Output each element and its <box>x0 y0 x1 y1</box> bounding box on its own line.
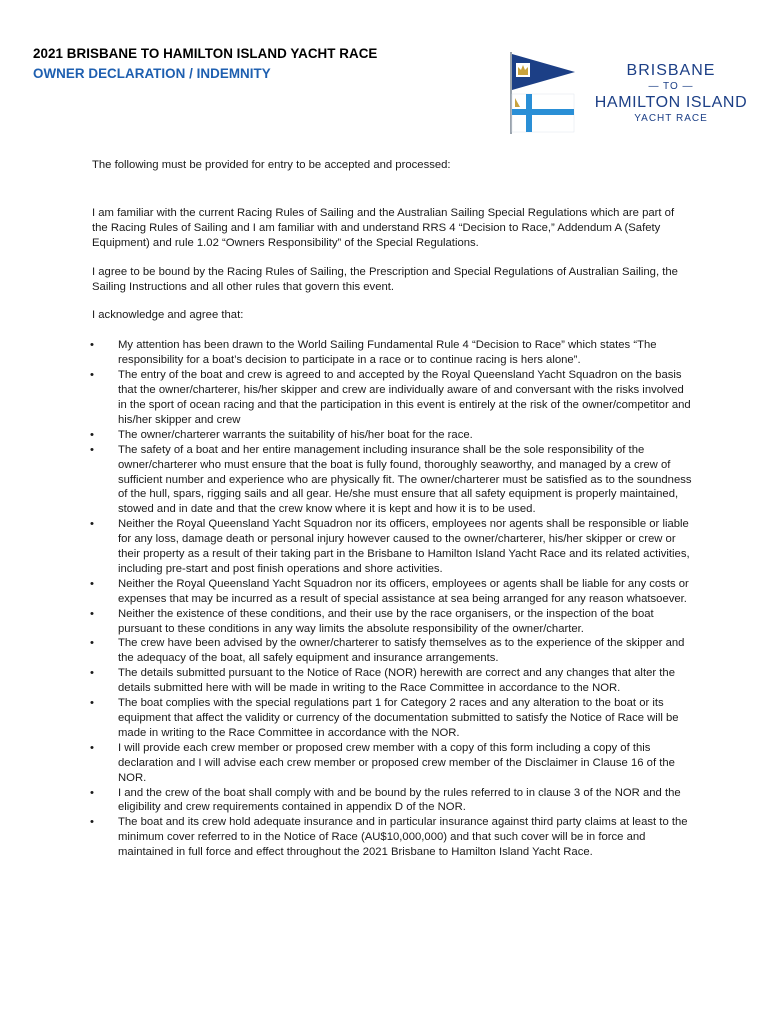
document-title: 2021 BRISBANE TO HAMILTON ISLAND YACHT RACE <box>33 46 378 61</box>
list-item: • I and the crew of the boat shall comply with and be bound by the rules referred to in clause 3 of the NOR and the eligibility and crew requirements contained in appendix D of the NOR. <box>92 786 692 816</box>
list-item: • The boat complies with the special regulations part 1 for Category 2 races and any alteration to the boat or its equipment that affect the validity or currency of the documentation submitted to satisfy the Notice of Race will be made in writing to the Race Committee in accordance with the NOR. <box>92 696 692 741</box>
list-item: • Neither the Royal Queensland Yacht Squadron nor its officers, employees nor agents shall be responsible or liable for any loss, damage death or personal injury however caused to the owner/charterer, his/her skipper or crew or their property as a result of their taking part in the Brisbane to Hamilton Island Yacht Race and its related activities, including pre-start and post finish operations and shore activities. <box>92 517 692 577</box>
list-item: • My attention has been drawn to the World Sailing Fundamental Rule 4 “Decision to Race” which states “The responsibility for a boat’s decision to participate in a race or to continue racing is hers alone”. <box>92 338 692 368</box>
paragraph-agreement: I agree to be bound by the Racing Rules of Sailing, the Prescription and Special Regulations of Australian Sailing, the Sailing Instructions and all other rules that govern this event. <box>92 265 678 293</box>
list-item: • The entry of the boat and crew is agreed to and accepted by the Royal Queensland Yacht Squadron on the basis that the owner/charterer, his/her skipper and crew are individually aware of and conversant with the risks involved in the sport of ocean racing and that the participation in this event is entirely at the risk of the owner/competitor and his/her skipper and crew <box>92 368 692 428</box>
list-item: • Neither the existence of these conditions, and their use by the race organisers, or the inspection of the boat pursuant to these conditions in any way limits the absolute responsibility of the owner/charter. <box>92 607 692 637</box>
logo-line-hamilton: HAMILTON ISLAND <box>594 94 748 111</box>
burgee-flag-icon <box>505 50 577 136</box>
logo-line-brisbane: BRISBANE <box>626 62 716 79</box>
list-item: • Neither the Royal Queensland Yacht Squadron nor its officers, employees or agents shall be liable for any costs or expenses that may be incurred as a result of special assistance at sea being arranged for any reason whatsoever. <box>92 577 692 607</box>
logo-wordmark <box>577 62 765 126</box>
document-body <box>92 158 692 860</box>
list-item: • The crew have been advised by the owner/charterer to satisfy themselves as to the experience of the skipper and the adequacy of the boat, all safely equipment and insurance arrangements. <box>92 636 692 666</box>
list-item: • The boat and its crew hold adequate insurance and in particular insurance against third party claims at least to the minimum cover referred to in the Notice of Race (AU$10,000,000) and that such cover will be in force and maintained in full force and effect throughout the 2021 Brisbane to Hamilton Island Yacht Race. <box>92 815 692 860</box>
intro-text: The following must be provided for entry to be accepted and processed: <box>92 159 451 171</box>
list-item: • The owner/charterer warrants the suitability of his/her boat for the race. <box>92 428 692 443</box>
logo-line-yacht-race: YACHT RACE <box>634 113 708 124</box>
paragraph-acknowledge: I acknowledge and agree that: <box>92 309 244 322</box>
race-logo <box>505 50 765 136</box>
logo-line-to: — TO — <box>648 81 694 92</box>
list-item: • I will provide each crew member or proposed crew member with a copy of this form including a copy of this declaration and I will advise each crew member or proposed crew member of the Disclaimer in Clause 16 of the NOR. <box>92 741 692 786</box>
acknowledgement-list <box>92 338 692 860</box>
list-item: • The safety of a boat and her entire management including insurance shall be the sole responsibility of the owner/charterer who must ensure that the boat is fully found, thoroughly seaworthy, and managed by a crew of sufficient number and experience who are physically fit. The owner/charterer must be satisfied as to the soundness of the hull, spars, rigging sails and all gear. He/she must ensure that all safety equipment is properly maintained, stowed and in date and that the crew know where it is kept and how it is to be used. <box>92 443 692 518</box>
paragraph-rules-familiarity: I am familiar with the current Racing Rules of Sailing and the Australian Sailing Special Regulations which are part of the Racing Rules of Sailing and I am familiar with and understand RRS 4 “Decision to Race,” Addendum A (Safety Equipment) and rule 1.02 “Owners Responsibility” of the Special Regulations. <box>92 206 675 249</box>
list-item: • The details submitted pursuant to the Notice of Race (NOR) herewith are correct and any changes that alter the details submitted here with will be made in writing to the Race Committee in accordance to the NOR. <box>92 666 692 696</box>
document-subtitle: OWNER DECLARATION / INDEMNITY <box>33 66 271 81</box>
